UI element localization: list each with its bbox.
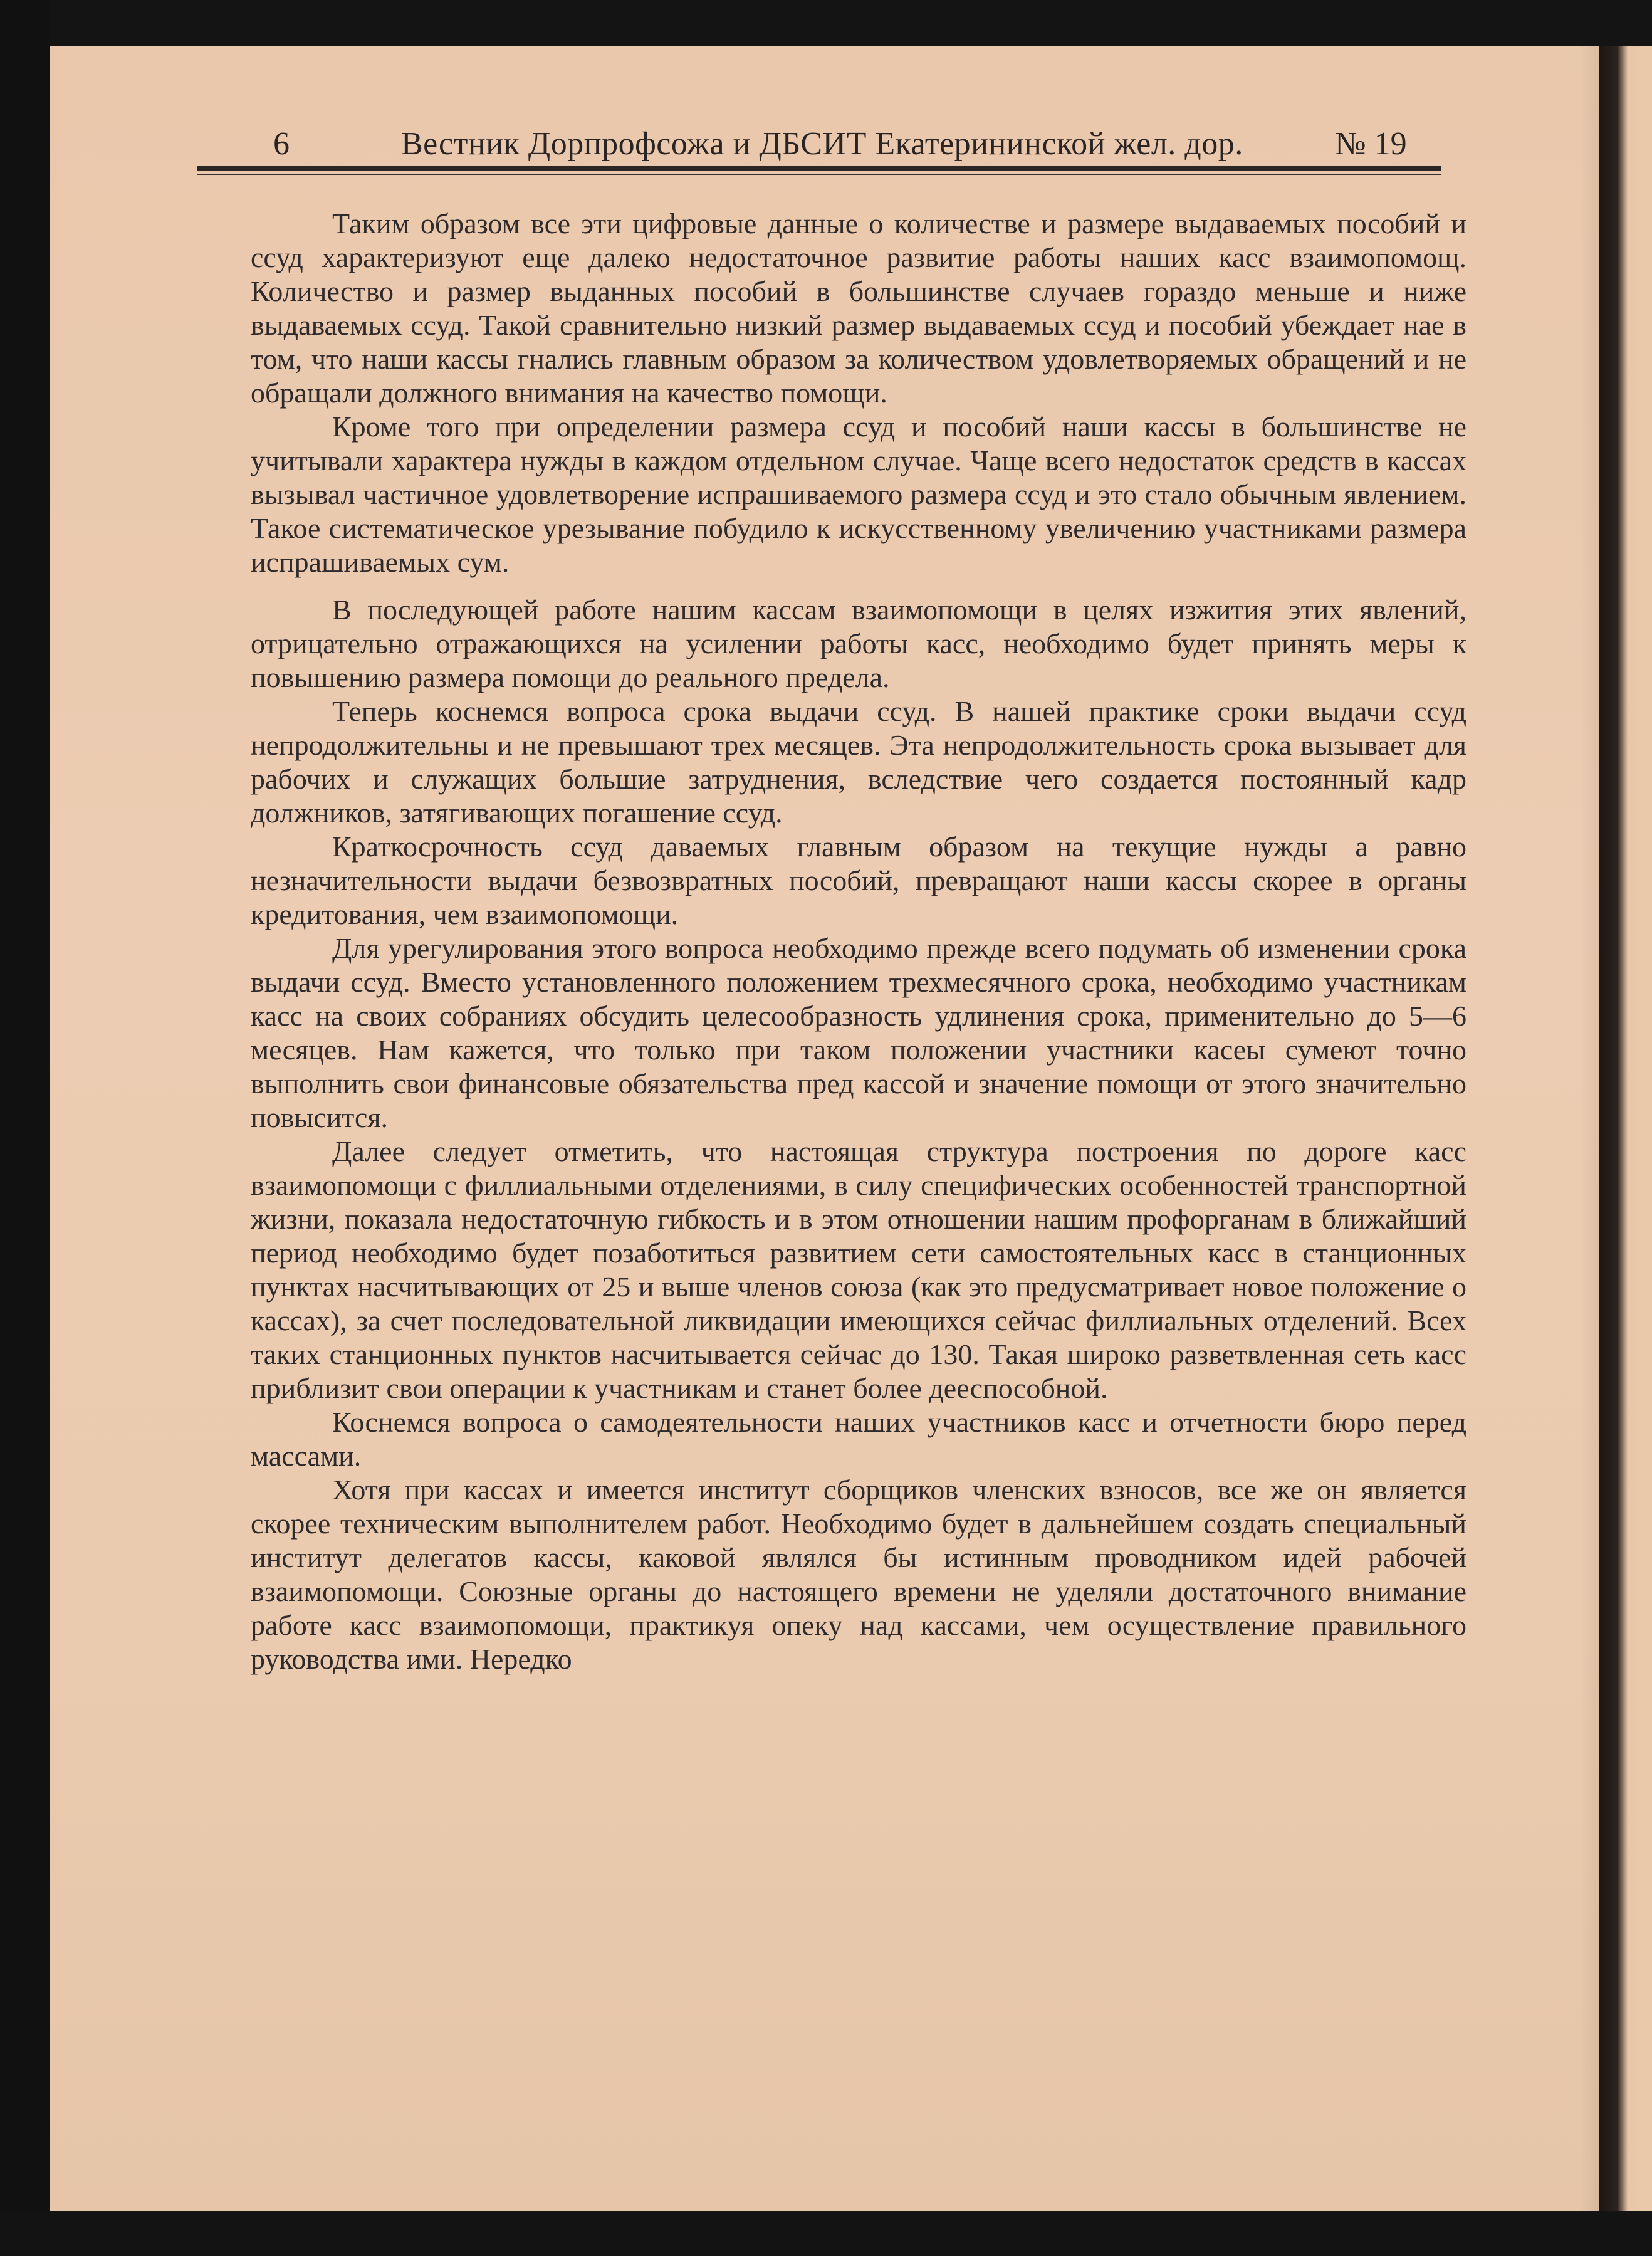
paragraph: В последующей работе нашим кассам взаимопомощи в целях изжития этих явлений, отрицательно отражающихся на усилении работы касс, необходимо будет принять меры к повышению размера помощи до реального предела. bbox=[251, 594, 1466, 693]
paragraph: Коснемся вопроса о самодеятельности наших участников касс и отчетности бюро перед массами. bbox=[251, 1406, 1466, 1472]
paragraph: Для урегулирования этого вопроса необходимо прежде всего подумать об изменении срока выдачи ссуд. Вместо установленного положением трехмесячного срока, необходимо участникам касс на своих собраниях обсудить целесообразность удлинения срока, применительно до 5—6 месяцев. Нам кажется, что только при таком положении участники касеы сумеют точно выполнить свои финансовые обязательства пред кассой и значение помощи от этого значительно повысится. bbox=[251, 932, 1466, 1133]
book-spine-edge bbox=[1599, 46, 1652, 2211]
scan-border-bottom bbox=[0, 2211, 1652, 2256]
paragraph: Кроме того при определении размера ссуд и пособий наши кассы в большинстве не учитывали характера нужды в каждом отдельном случае. Чаще всего недостаток средств в кассах вызывал частичное удовлетворение испрашиваемого размера ссуд и это стало обычным явлением. Такое систематическое урезывание побудило к искусственному увеличению участниками размера испрашиваемых сум. bbox=[251, 411, 1466, 578]
spine-shadow bbox=[1579, 46, 1599, 2211]
issue-number: № 19 bbox=[1335, 126, 1407, 162]
page-number: 6 bbox=[273, 126, 290, 162]
paragraph: Таким образом все эти цифровые данные о количестве и размере выдаваемых пособий и ссуд характеризуют еще далеко недостаточное развитие работы наших касс взаимопомощ. Количество и размер выданных пособий в большинстве случаев гораздо меньше и ниже выдаваемых ссуд. Такой сравнительно низкий размер выдаваемых ссуд и пособий убеждает нае в том, что наши кассы гнались главным образом за количеством удовлетворяемых обращений и не обращали должного внимания на качество помощи. bbox=[251, 207, 1466, 409]
scan-border-left bbox=[0, 0, 50, 2256]
paragraph: Краткосрочность ссуд даваемых главным образом на текущие нужды а равно незначительности выдачи безвозвратных пособий, превращают наши кассы скорее в органы кредитования, чем взаимопомощи. bbox=[251, 831, 1466, 930]
header-rule-thick bbox=[197, 166, 1441, 171]
header-rule-thin bbox=[197, 174, 1441, 175]
running-header bbox=[226, 125, 1454, 169]
paragraph: Теперь коснемся вопроса срока выдачи ссуд. В нашей практике сроки выдачи ссуд непродолжительны и не превышают трех месяцев. Эта непродолжительность срока вызывает для рабочих и служащих большие затруднения, вследствие чего создается постоянный кадр должников, затягивающих погашение ссуд. bbox=[251, 695, 1466, 829]
paragraph: Далее следует отметить, что настоящая структура построения по дороге касс взаимопомощи с филлиальными отделениями, в силу специфических особенностей транспортной жизни, показала недостаточную гибкость и в этом отношении нашим профорганам в ближайший период необходимо будет позаботиться развитием сети самостоятельных касс в станционных пунктах насчитывающих от 25 и выше членов союза (как это предусматривает новое положение о кассах), за счет последовательной ликвидации имеющихся сейчас филлиальных отделений. Всех таких станционных пунктов насчитывается сейчас до 130. Такая широко разветвленная сеть касс приблизит свои операции к участникам и станет более дееспособной. bbox=[251, 1135, 1466, 1404]
paragraph: Хотя при кассах и имеется институт сборщиков членских взносов, все же он является скорее техническим выполнителем работ. Необходимо будет в дальнейшем создать специальный институт делегатов кассы, каковой являлся бы истинным проводником идей рабочей взаимопомощи. Союзные органы до настоящего времени не уделяли достаточного внимание работе касс взаимопомощи, практикуя опеку над кассами, чем осуществление правильного руководства ими. Нередко bbox=[251, 1474, 1466, 1675]
article-body bbox=[251, 207, 1466, 1676]
running-title: Вестник Дорпрофсожа и ДБСИТ Екатерининской жел. дор. bbox=[401, 126, 1243, 162]
scan-border-top bbox=[0, 0, 1652, 46]
